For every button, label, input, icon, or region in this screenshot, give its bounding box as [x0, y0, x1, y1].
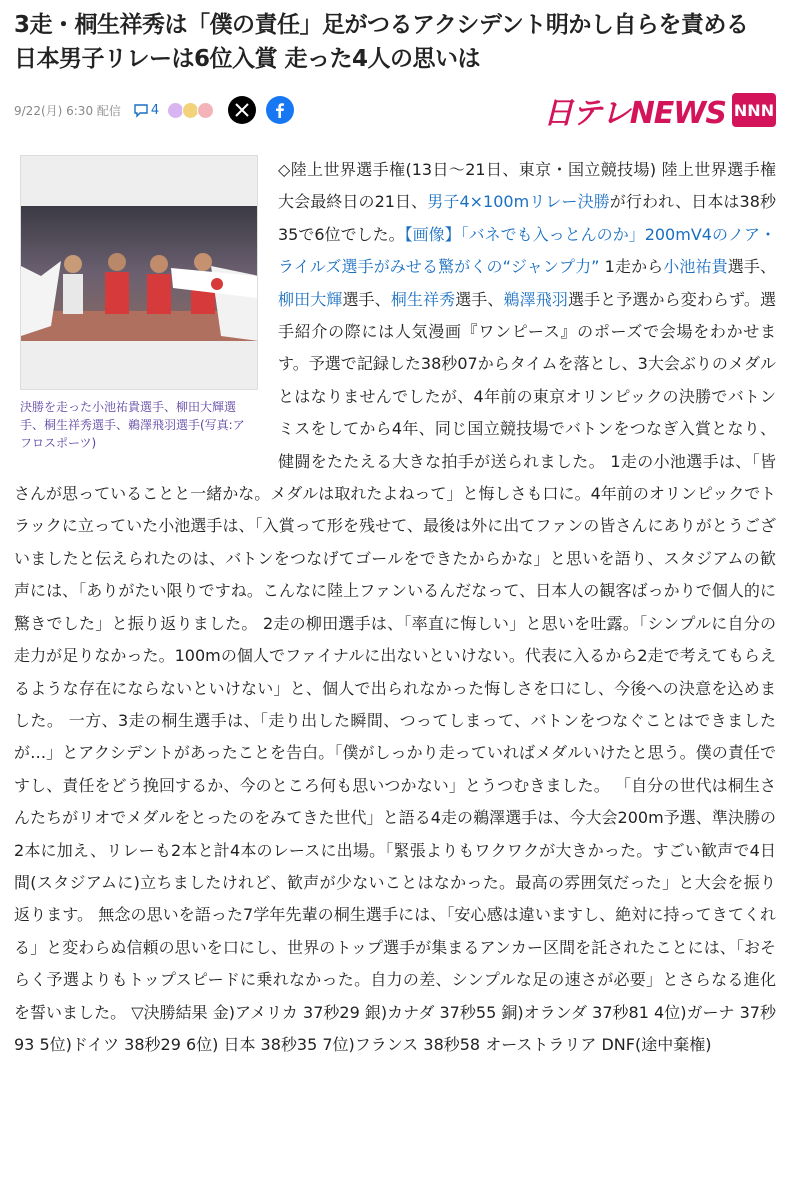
body-text-segment: 選手、 — [455, 289, 504, 309]
publish-date: 9/22(月) 6:30 配信 — [14, 103, 121, 118]
news-brand-logo[interactable] — [543, 88, 776, 132]
article-headline: 3走・桐生祥秀は「僕の責任」足がつるアクシデント明かし自らを責める 日本男子リレーは6位入賞 走った4人の思いは — [14, 12, 749, 72]
article-body — [14, 154, 776, 1061]
share-x-button[interactable] — [228, 96, 256, 124]
reaction-face-icon — [197, 102, 214, 119]
reaction-faces[interactable] — [167, 102, 212, 119]
body-text-segment: ◇陸上世界選手権(13日～21日、東京・国立競技場) 陸上世界選手権大会最終日の21日、 — [278, 160, 776, 212]
related-image-link[interactable]: 【画像】「バネでも入っとんのか」200mV4のノア・ライルズ選手がみせる驚がくの“ジャンプ力” — [278, 224, 776, 277]
comment-link[interactable] — [133, 103, 159, 118]
relay-final-link[interactable]: 男子4×100mリレー決勝 — [427, 192, 610, 212]
brand-logo-text: 日テレNEWS — [543, 96, 726, 131]
comment-bubble-icon — [133, 103, 149, 118]
body-text-segment: が行われ、日本は38秒35で6位でした。 — [278, 192, 776, 244]
photo-caption: 決勝を走った小池祐貴選手、柳田大輝選手、桐生祥秀選手、鵜澤飛羽選手(写真:アフロスポーツ) — [20, 400, 245, 450]
nnn-badge: NNN — [732, 93, 776, 127]
body-text-segment: 1走から — [599, 257, 664, 277]
athlete-link-yanagita[interactable]: 柳田大輝 — [278, 289, 343, 309]
athlete-link-uzawa[interactable]: 鵜澤飛羽 — [503, 289, 568, 309]
body-text-segment: 選手と予選から変わらず。選手紹介の際には人気漫画『ワンピース』のポーズで会場をわかせます。予選で記録した38秒07からタイムを落とし、3大会ぶりのメダルとはなりませんでしたが、4年前の東京オリンピックの決勝でバトンミスをしてから4年、同じ国立競技場でバトンをつなぎ入賞となり、健闘をたたえる大きな拍手が送られました。 1走の小池選手は、「皆さんが思っていることと一緒かな。メダルは取れたよねって」と悔しさも口に。4年前のオリンピックでトラックに立っていた小池選手は、「入賞って形を残せて、最後は外に出てファンの皆さんにありがとうございましたと伝えられたのは、バトンをつなげてゴールをできたからかな」と思いを語り、スタジアムの歓声には、「ありがたい限りですね。こんなに陸上ファンいるんだなって、日本人の観客ばっかりで個人的に驚きでした」と振り返りました。 2走の柳田選手は、「率直に悔しい」と思いを吐露。「シンプルに自分の走力が足りなかった。100mの個人でファイナルに出ないといけない。代表に入るから2走で考えてもらえるような存在にならないといけない」と、個人で出られなかった悔しさを口にし、今後への決意を込めました。 一方、3走の桐生選手は、「走り出した瞬間、つってしまって、バトンをつなぐことはできましたが…」とアクシデントがあったことを告白。「僕がしっかり走っていればメダルいけたと思う。僕の責任ですし、責任をどう挽回するか、今のところ何も思いつかない」とうつむきました。 「自分の世代は桐生さんたちがリオでメダルをとったのをみてきた世代」と語る4走の鵜澤選手は、今大会200m予選、準決勝の2本に加え、リレーも2本と計4本のレースに出場。「緊張よりもワクワクが大きかった。すごい歓声で4日間(スタジアムに)立ちましたけれど、歓声が少ないことはなかった。最高の雰囲気だった」と大会を振り返ります。 無念の思いを語った7学年先輩の桐生選手には、「安心感は違いますし、絶対に持ってきてくれる」と変わらぬ信頼の思いを口にし、世界のトップ選手が集まるアンカー区間を託されたことには、「おそらく予選よりもトップスピードに乗れなかった。自力の差、シンプルな足の速さが必要」とさらなる進化を誓いました。 ▽決勝結果 金)アメリカ 37秒29 銀)カナダ 37秒55 銅)オランダ 37秒81 4位)ガーナ 37秒93 5位)ドイツ 38秒29 6位) 日本 38秒35 7位)フランス 38秒58 オーストラリア DNF(途中棄権) — [14, 289, 776, 1054]
article-meta-bar — [14, 92, 776, 131]
athlete-link-kiryu[interactable]: 桐生祥秀 — [390, 289, 456, 309]
image-float-spacer — [14, 154, 278, 474]
athlete-link-koike[interactable]: 小池祐貴 — [663, 257, 728, 277]
body-text-segment: 選手、 — [727, 257, 776, 277]
x-logo-icon — [235, 103, 249, 117]
body-text-segment: 選手、 — [342, 289, 391, 309]
facebook-logo-icon — [273, 102, 287, 118]
share-buttons — [228, 96, 304, 124]
comment-count: 4 — [150, 102, 160, 118]
share-facebook-button[interactable] — [266, 96, 294, 124]
